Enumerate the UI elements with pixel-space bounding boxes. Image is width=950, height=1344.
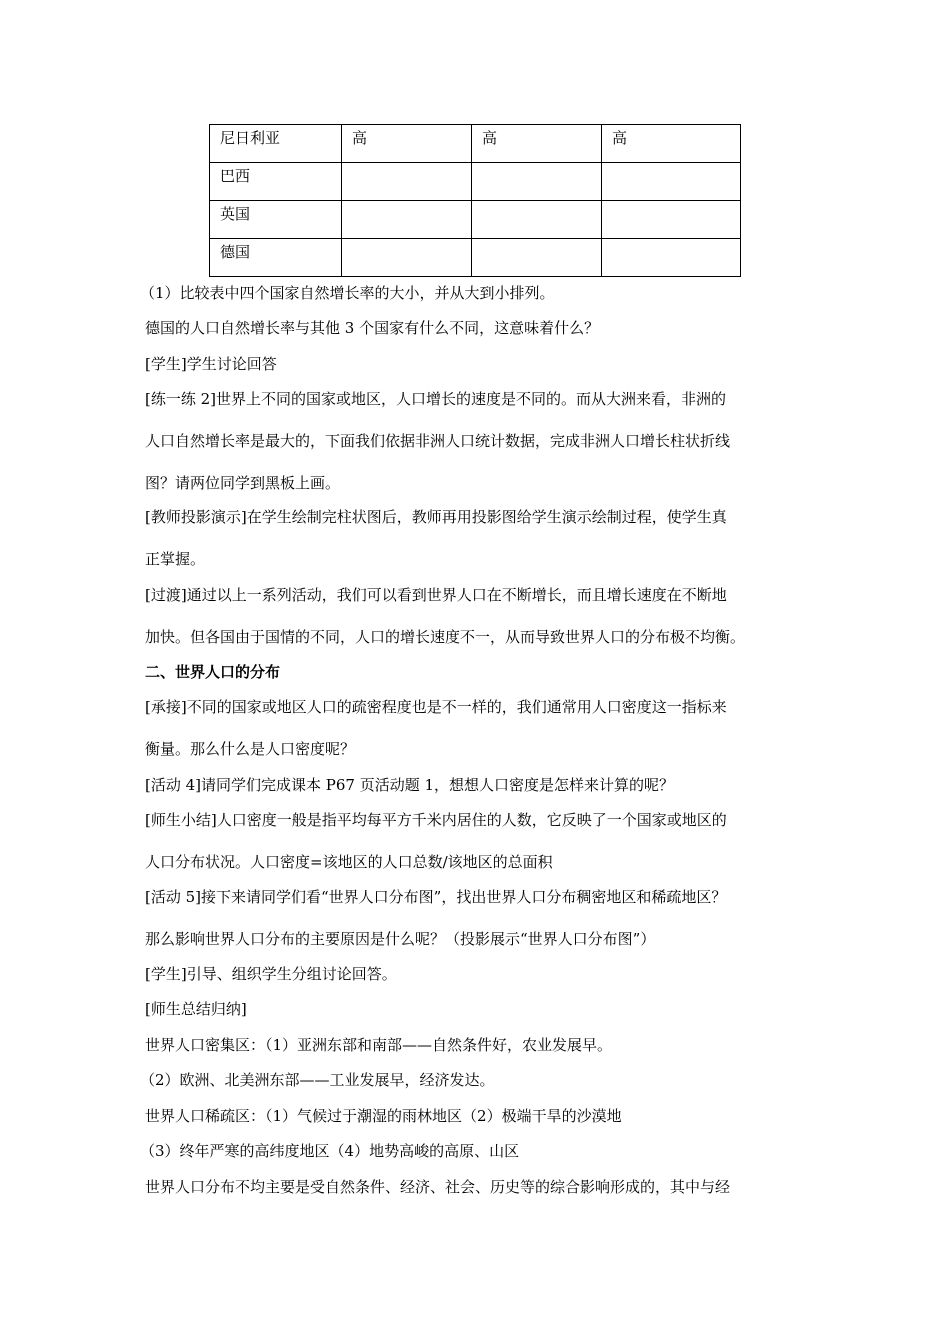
sparse-area-1: 世界人口稀疏区：（1）气候过于潮湿的雨林地区（2）极端干旱的沙漠地	[145, 1107, 622, 1125]
activity-4: [活动 4]请同学们完成课本 P67 页活动题 1，想想人口密度是怎样来计算的呢？	[145, 776, 675, 794]
summary-line-2: 人口分布状况。人口密度=该地区的人口总数/该地区的总面积	[145, 853, 553, 871]
table-cell: 高	[342, 125, 472, 163]
table-cell: 尼日利亚	[210, 125, 342, 163]
exercise-2-line-3: 图？请两位同学到黑板上画。	[145, 474, 341, 492]
teacher-demo-line-2: 正掌握。	[145, 550, 206, 568]
summary-line-1: [师生小结]人口密度一般是指平均每平方千米内居住的人数，它反映了一个国家或地区的	[145, 811, 727, 829]
dense-area-2: （2）欧洲、北美洲东部——工业发展早，经济发达。	[140, 1071, 495, 1089]
table-row	[210, 163, 741, 201]
table-row	[210, 239, 741, 277]
section-heading: 二、世界人口的分布	[145, 663, 281, 681]
question-1: （1）比较表中四个国家自然增长率的大小，并从大到小排列。	[140, 284, 555, 302]
table-cell	[342, 201, 472, 239]
table-cell	[472, 239, 602, 277]
table-cell	[602, 239, 741, 277]
transition-line-1: [过渡]通过以上一系列活动，我们可以看到世界人口在不断增长，而且增长速度在不断地	[145, 586, 727, 604]
table-cell	[342, 239, 472, 277]
question-germany: 德国的人口自然增长率与其他 3 个国家有什么不同，这意味着什么？	[145, 319, 600, 337]
table-cell: 高	[602, 125, 741, 163]
transition-line-2: 加快。但各国由于国情的不同，人口的增长速度不一，从而导致世界人口的分布极不均衡。	[145, 628, 746, 646]
table-cell	[602, 163, 741, 201]
table-row	[210, 125, 741, 163]
table-cell	[472, 201, 602, 239]
student-response: [学生]学生讨论回答	[145, 355, 277, 373]
table-cell: 英国	[210, 201, 342, 239]
exercise-2-line-2: 人口自然增长率是最大的，下面我们依据非洲人口统计数据，完成非洲人口增长柱状折线	[145, 432, 731, 450]
activity-5-line-1: [活动 5]接下来请同学们看“世界人口分布图”，找出世界人口分布稠密地区和稀疏地区？	[145, 888, 727, 906]
exercise-2-line-1: [练一练 2]世界上不同的国家或地区，人口增长的速度是不同的。而从大洲来看，非洲的	[145, 390, 727, 408]
dense-area-1: 世界人口密集区：（1）亚洲东部和南部——自然条件好，农业发展早。	[145, 1036, 613, 1054]
final-paragraph: 世界人口分布不均主要是受自然条件、经济、社会、历史等的综合影响形成的，其中与经	[145, 1178, 731, 1196]
country-growth-table	[209, 124, 741, 277]
table-cell	[602, 201, 741, 239]
conclusion-label: [师生总结归纳]	[145, 1000, 247, 1018]
sparse-area-2: （3）终年严寒的高纬度地区（4）地势高峻的高原、山区	[140, 1142, 520, 1160]
continuation-line-1: [承接]不同的国家或地区人口的疏密程度也是不一样的，我们通常用人口密度这一指标来	[145, 698, 727, 716]
table-cell	[472, 163, 602, 201]
table-row	[210, 201, 741, 239]
continuation-line-2: 衡量。那么什么是人口密度呢？	[145, 740, 356, 758]
student-discussion: [学生]引导、组织学生分组讨论回答。	[145, 965, 397, 983]
table-cell: 高	[472, 125, 602, 163]
table-cell	[342, 163, 472, 201]
table-cell: 德国	[210, 239, 342, 277]
table-cell: 巴西	[210, 163, 342, 201]
teacher-demo-line-1: [教师投影演示]在学生绘制完柱状图后，教师再用投影图给学生演示绘制过程，使学生真	[145, 508, 727, 526]
activity-5-line-2: 那么影响世界人口分布的主要原因是什么呢？（投影展示“世界人口分布图”）	[145, 930, 656, 948]
